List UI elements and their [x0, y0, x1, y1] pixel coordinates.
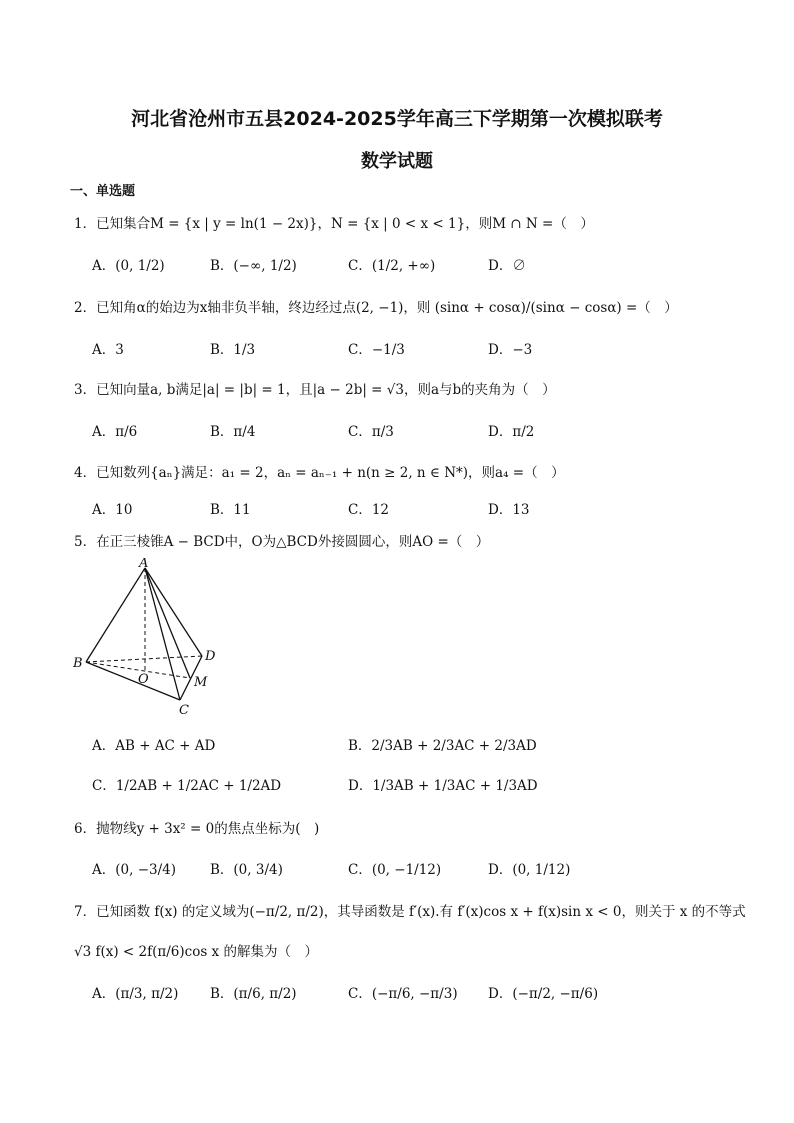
q6-option-a: A．(0, −3/4) — [92, 862, 176, 878]
q7-option-a: A．(π/3, π/2) — [92, 986, 179, 1002]
q1-option-a: A．(0, 1/2) — [92, 258, 165, 274]
edge-ac — [145, 568, 180, 700]
q6-option-d: D．(0, 1/12) — [488, 862, 571, 878]
vertex-label-b: B — [73, 656, 83, 671]
q3-option-c: C．π/3 — [348, 424, 394, 440]
question-6-stem: 6．抛物线y + 3x² = 0的焦点坐标为( ) — [74, 821, 320, 837]
q7-option-d: D．(−π/2, −π/6) — [488, 986, 599, 1002]
exam-title: 河北省沧州市五县2024-2025学年高三下学期第一次模拟联考 — [131, 108, 663, 130]
q5-option-a: A．AB + AC + AD — [92, 738, 216, 754]
q6-option-c: C．(0, −1/12) — [348, 862, 442, 878]
question-5-stem: 5．在正三棱锥A − BCD中，O为△BCD外接圆圆心，则AO =（ ） — [74, 534, 490, 550]
question-7-stem-line2: √3 f(x) < 2f(π/6)cos x 的解集为（ ） — [74, 944, 318, 960]
q4-option-c: C．12 — [348, 502, 390, 518]
q5-option-b: B．2/3AB + 2/3AC + 2/3AD — [348, 738, 537, 754]
edge-ad — [145, 568, 202, 656]
q2-option-b: B．1/3 — [210, 342, 256, 358]
q4-option-d: D．13 — [488, 502, 530, 518]
q1-option-d: D．∅ — [488, 258, 526, 274]
q5-option-d: D．1/3AB + 1/3AC + 1/3AD — [348, 778, 538, 794]
section-heading: 一、单选题 — [70, 184, 136, 199]
question-4-stem: 4．已知数列{aₙ}满足：a₁ = 2，aₙ = aₙ₋₁ + n(n ≥ 2, n ∈ N*)，则a₄ =（ ） — [74, 465, 565, 481]
q4-option-a: A．10 — [92, 502, 133, 518]
question-2-stem: 2．已知角α的始边为x轴非负半轴，终边经过点(2, −1)，则 (sinα + cosα)/(sinα − cosα) =（ ） — [74, 300, 678, 316]
q4-option-b: B．11 — [210, 502, 251, 518]
edge-bd-hidden — [86, 656, 202, 662]
q3-option-a: A．π/6 — [92, 424, 138, 440]
q7-option-c: C．(−π/6, −π/3) — [348, 986, 458, 1002]
edge-am — [145, 568, 190, 678]
exam-subtitle: 数学试题 — [361, 151, 433, 172]
vertex-label-d: D — [205, 649, 216, 664]
q1-option-c: C．(1/2, +∞) — [348, 258, 436, 274]
question-1-stem: 1．已知集合M = {x | y = ln(1 − 2x)}，N = {x | 0 < x < 1}，则M ∩ N =（ ） — [74, 216, 594, 232]
vertex-label-a: A — [139, 558, 149, 571]
q3-option-d: D．π/2 — [488, 424, 535, 440]
edge-bc — [86, 662, 180, 700]
pyramid-diagram — [72, 558, 232, 718]
vertex-label-c: C — [179, 703, 189, 718]
q5-option-c: C．1/2AB + 1/2AC + 1/2AD — [92, 778, 282, 794]
q7-option-b: B．(π/6, π/2) — [210, 986, 297, 1002]
q2-option-a: A．3 — [92, 342, 124, 358]
point-label-o: O — [138, 672, 149, 687]
question-7-stem: 7．已知函数 f(x) 的定义域为(−π/2, π/2)，其导函数是 f′(x).有 f′(x)cos x + f(x)sin x < 0，则关于 x 的不等式 — [74, 904, 746, 920]
question-3-stem: 3．已知向量a, b满足|a| = |b| = 1，且|a − 2b| = √3，则a与b的夹角为（ ） — [74, 382, 556, 398]
q6-option-b: B．(0, 3/4) — [210, 862, 283, 878]
point-label-m: M — [194, 675, 208, 690]
pyramid-figure — [72, 558, 232, 722]
edge-ab — [86, 568, 145, 662]
q2-option-c: C．−1/3 — [348, 342, 405, 358]
q1-option-b: B．(−∞, 1/2) — [210, 258, 297, 274]
q2-option-d: D．−3 — [488, 342, 533, 358]
q3-option-b: B．π/4 — [210, 424, 256, 440]
